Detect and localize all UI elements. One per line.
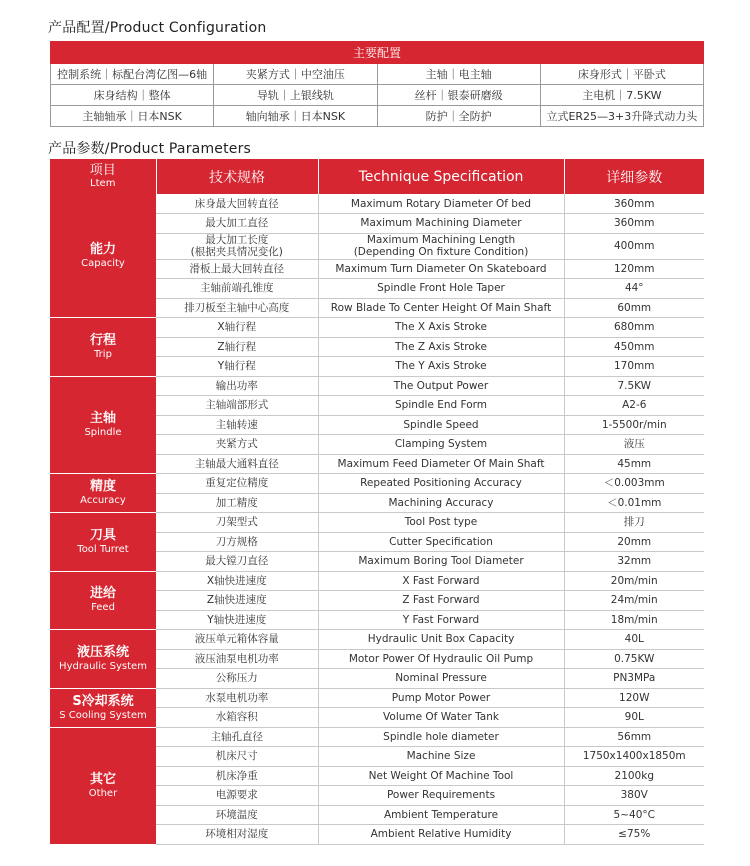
spec-name-zh: Z轴快进速度 <box>156 591 318 611</box>
spec-name-en: Maximum Boring Tool Diameter <box>318 552 564 572</box>
category-cell <box>50 318 156 377</box>
spec-value: 液压 <box>564 435 704 455</box>
category-label: 行程 <box>89 332 116 348</box>
spec-value: 20mm <box>564 532 704 552</box>
spec-name-zh: X轴快进速度 <box>156 571 318 591</box>
spec-value: 18m/min <box>564 610 704 630</box>
config-cell: 导轨｜上银线轨 <box>214 85 377 106</box>
spec-name-en: The X Axis Stroke <box>318 318 564 338</box>
spec-value: 360mm <box>564 194 704 214</box>
category-cell <box>50 513 156 572</box>
spec-value: PN3MPa <box>564 669 704 689</box>
spec-name-en: Ambient Temperature <box>318 805 564 825</box>
spec-value: 20m/min <box>564 571 704 591</box>
spec-name-en: The Z Axis Stroke <box>318 337 564 357</box>
spec-name-zh: 夹紧方式 <box>156 435 318 455</box>
spec-value: 380V <box>564 786 704 806</box>
spec-name-zh: 水箱容积 <box>156 708 318 728</box>
category-label-en: Capacity <box>81 257 125 269</box>
config-cell: 主轴轴承｜日本NSK <box>51 106 214 127</box>
category-label-en: Tool Turret <box>77 543 129 555</box>
category-label: 液压系统 <box>76 644 129 660</box>
spec-name-en: Clamping System <box>318 435 564 455</box>
config-row <box>51 64 704 85</box>
category-cell <box>50 630 156 689</box>
parameters-table <box>50 159 704 845</box>
spec-name-en: Pump Motor Power <box>318 688 564 708</box>
spec-name-zh: 重复定位精度 <box>156 474 318 494</box>
category-label-en: Spindle <box>84 426 122 438</box>
config-cell: 主电机｜7.5KW <box>540 85 703 106</box>
spec-name-zh: Z轴行程 <box>156 337 318 357</box>
category-label: 刀具 <box>89 527 116 543</box>
config-section-title: 产品配置/Product Configuration <box>48 20 267 36</box>
category-label: 其它 <box>89 771 116 787</box>
category-cell <box>50 474 156 513</box>
spec-value: 60mm <box>564 298 704 318</box>
category-label-en: Other <box>88 787 118 799</box>
category-label: S冷却系统 <box>72 693 134 709</box>
spec-value: 450mm <box>564 337 704 357</box>
spec-value: 1750x1400x1850m <box>564 747 704 767</box>
spec-name-zh: 床身最大回转直径 <box>156 194 318 214</box>
spec-name-zh: 滑板上最大回转直径 <box>156 259 318 279</box>
category-cell <box>50 688 156 727</box>
category-label: 进给 <box>89 586 116 602</box>
spec-name-zh: 环境温度 <box>156 805 318 825</box>
spec-value: 56mm <box>564 727 704 747</box>
config-cell: 控制系统｜标配台湾亿图—6轴 <box>51 64 214 85</box>
config-cell: 轴向轴承｜日本NSK <box>214 106 377 127</box>
spec-name-en: Spindle Front Hole Taper <box>318 279 564 299</box>
category-cell <box>50 376 156 474</box>
spec-name-zh: 公称压力 <box>156 669 318 689</box>
spec-name-en: Nominal Pressure <box>318 669 564 689</box>
spec-name-zh: 环境相对湿度 <box>156 825 318 845</box>
param-row <box>50 474 704 494</box>
spec-name-zh: Y轴行程 <box>156 357 318 377</box>
spec-name-zh: 最大加工直径 <box>156 214 318 234</box>
spec-name-zh: 主轴孔直径 <box>156 727 318 747</box>
spec-name-en: Net Weight Of Machine Tool <box>318 766 564 786</box>
spec-name-en: Machining Accuracy <box>318 493 564 513</box>
category-cell <box>50 727 156 844</box>
param-row <box>50 194 704 214</box>
spec-name-en: Spindle End Form <box>318 396 564 416</box>
configuration-table <box>50 41 704 127</box>
spec-value: 24m/min <box>564 591 704 611</box>
param-row <box>50 630 704 650</box>
category-label: 精度 <box>89 479 116 494</box>
spec-name-zh: 排刀板至主轴中心高度 <box>156 298 318 318</box>
spec-name-en: Y Fast Forward <box>318 610 564 630</box>
header-value: 详细参数 <box>564 159 704 194</box>
params-section-title: 产品参数/Product Parameters <box>48 141 252 157</box>
config-cell: 床身形式｜平卧式 <box>540 64 703 85</box>
config-cell: 床身结构｜整体 <box>51 85 214 106</box>
category-label-en: Accuracy <box>80 495 126 506</box>
spec-name-en: Z Fast Forward <box>318 591 564 611</box>
spec-value: 排刀 <box>564 513 704 533</box>
spec-value: A2-6 <box>564 396 704 416</box>
spec-name-zh: 电源要求 <box>156 786 318 806</box>
category-label-en: Feed <box>91 602 115 614</box>
spec-name-en: Maximum Rotary Diameter Of bed <box>318 194 564 214</box>
spec-value: 120mm <box>564 259 704 279</box>
spec-name-en: Tool Post type <box>318 513 564 533</box>
spec-name-en: Maximum Turn Diameter On Skateboard <box>318 259 564 279</box>
spec-value: 44° <box>564 279 704 299</box>
category-label-en: Trip <box>94 348 112 360</box>
param-row <box>50 376 704 396</box>
header-spec-zh: 技术规格 <box>156 159 318 194</box>
spec-value: 2100kg <box>564 766 704 786</box>
spec-name-zh: 主轴端部形式 <box>156 396 318 416</box>
spec-value: 7.5KW <box>564 376 704 396</box>
spec-value: 170mm <box>564 357 704 377</box>
param-row <box>50 571 704 591</box>
spec-name-en: Power Requirements <box>318 786 564 806</box>
spec-name-zh: Y轴快进速度 <box>156 610 318 630</box>
category-label-en: S Cooling System <box>59 709 147 721</box>
spec-name-zh: 最大镗刀直径 <box>156 552 318 572</box>
config-row <box>51 106 704 127</box>
spec-name-en: Hydraulic Unit Box Capacity <box>318 630 564 650</box>
spec-value: 5~40°C <box>564 805 704 825</box>
spec-name-zh: 液压单元箱体容量 <box>156 630 318 650</box>
config-cell: 防护｜全防护 <box>377 106 540 127</box>
spec-name-en: Spindle hole diameter <box>318 727 564 747</box>
spec-name-zh: 机床尺寸 <box>156 747 318 767</box>
spec-value: 400mm <box>564 233 704 259</box>
spec-name-en: Row Blade To Center Height Of Main Shaft <box>318 298 564 318</box>
config-cell: 立式ER25—3+3升降式动力头 <box>540 106 703 127</box>
spec-name-zh: 机床净重 <box>156 766 318 786</box>
spec-value: ＜0.01mm <box>564 493 704 513</box>
spec-name-en: Spindle Speed <box>318 415 564 435</box>
category-cell <box>50 194 156 318</box>
spec-name-en: Cutter Specification <box>318 532 564 552</box>
spec-name-en: Repeated Positioning Accuracy <box>318 474 564 494</box>
spec-value: 40L <box>564 630 704 650</box>
config-cell: 主轴｜电主轴 <box>377 64 540 85</box>
spec-name-en: The Y Axis Stroke <box>318 357 564 377</box>
spec-value: ≤75% <box>564 825 704 845</box>
spec-name-en: Maximum Feed Diameter Of Main Shaft <box>318 454 564 474</box>
header-spec-en: Technique Specification <box>318 159 564 194</box>
spec-name-en: The Output Power <box>318 376 564 396</box>
config-row <box>51 85 704 106</box>
spec-value: 680mm <box>564 318 704 338</box>
spec-name-zh: X轴行程 <box>156 318 318 338</box>
spec-name-zh: 加工精度 <box>156 493 318 513</box>
spec-name-en: Volume Of Water Tank <box>318 708 564 728</box>
spec-name-en: Ambient Relative Humidity <box>318 825 564 845</box>
config-cell: 丝杆｜银泰研磨级 <box>377 85 540 106</box>
spec-value: ＜0.003mm <box>564 474 704 494</box>
spec-name-en: Machine Size <box>318 747 564 767</box>
param-row <box>50 513 704 533</box>
spec-name-zh: 最大加工长度 (根据夹具情况变化) <box>156 233 318 259</box>
spec-name-zh: 输出功率 <box>156 376 318 396</box>
category-label-en: Hydraulic System <box>59 660 147 672</box>
spec-name-zh: 主轴前端孔锥度 <box>156 279 318 299</box>
spec-name-zh: 刀方规格 <box>156 532 318 552</box>
spec-value: 0.75KW <box>564 649 704 669</box>
param-row <box>50 688 704 708</box>
config-cell: 夹紧方式｜中空油压 <box>214 64 377 85</box>
spec-name-en: X Fast Forward <box>318 571 564 591</box>
category-label: 主轴 <box>89 410 116 426</box>
category-cell <box>50 571 156 630</box>
spec-name-zh: 主轴最大通料直径 <box>156 454 318 474</box>
spec-value: 360mm <box>564 214 704 234</box>
spec-name-en: Maximum Machining Diameter <box>318 214 564 234</box>
category-label: 能力 <box>89 241 116 257</box>
spec-name-en: Maximum Machining Length (Depending On fixture Condition) <box>318 233 564 259</box>
spec-name-zh: 主轴转速 <box>156 415 318 435</box>
config-header: 主要配置 <box>51 42 704 64</box>
spec-name-en: Motor Power Of Hydraulic Oil Pump <box>318 649 564 669</box>
spec-value: 45mm <box>564 454 704 474</box>
param-row <box>50 727 704 747</box>
spec-name-zh: 刀架型式 <box>156 513 318 533</box>
spec-name-zh: 水泵电机功率 <box>156 688 318 708</box>
spec-value: 1-5500r/min <box>564 415 704 435</box>
spec-value: 32mm <box>564 552 704 572</box>
spec-value: 90L <box>564 708 704 728</box>
spec-name-zh: 液压油泵电机功率 <box>156 649 318 669</box>
spec-value: 120W <box>564 688 704 708</box>
header-item: 项目 Ltem <box>50 159 156 194</box>
param-row <box>50 318 704 338</box>
